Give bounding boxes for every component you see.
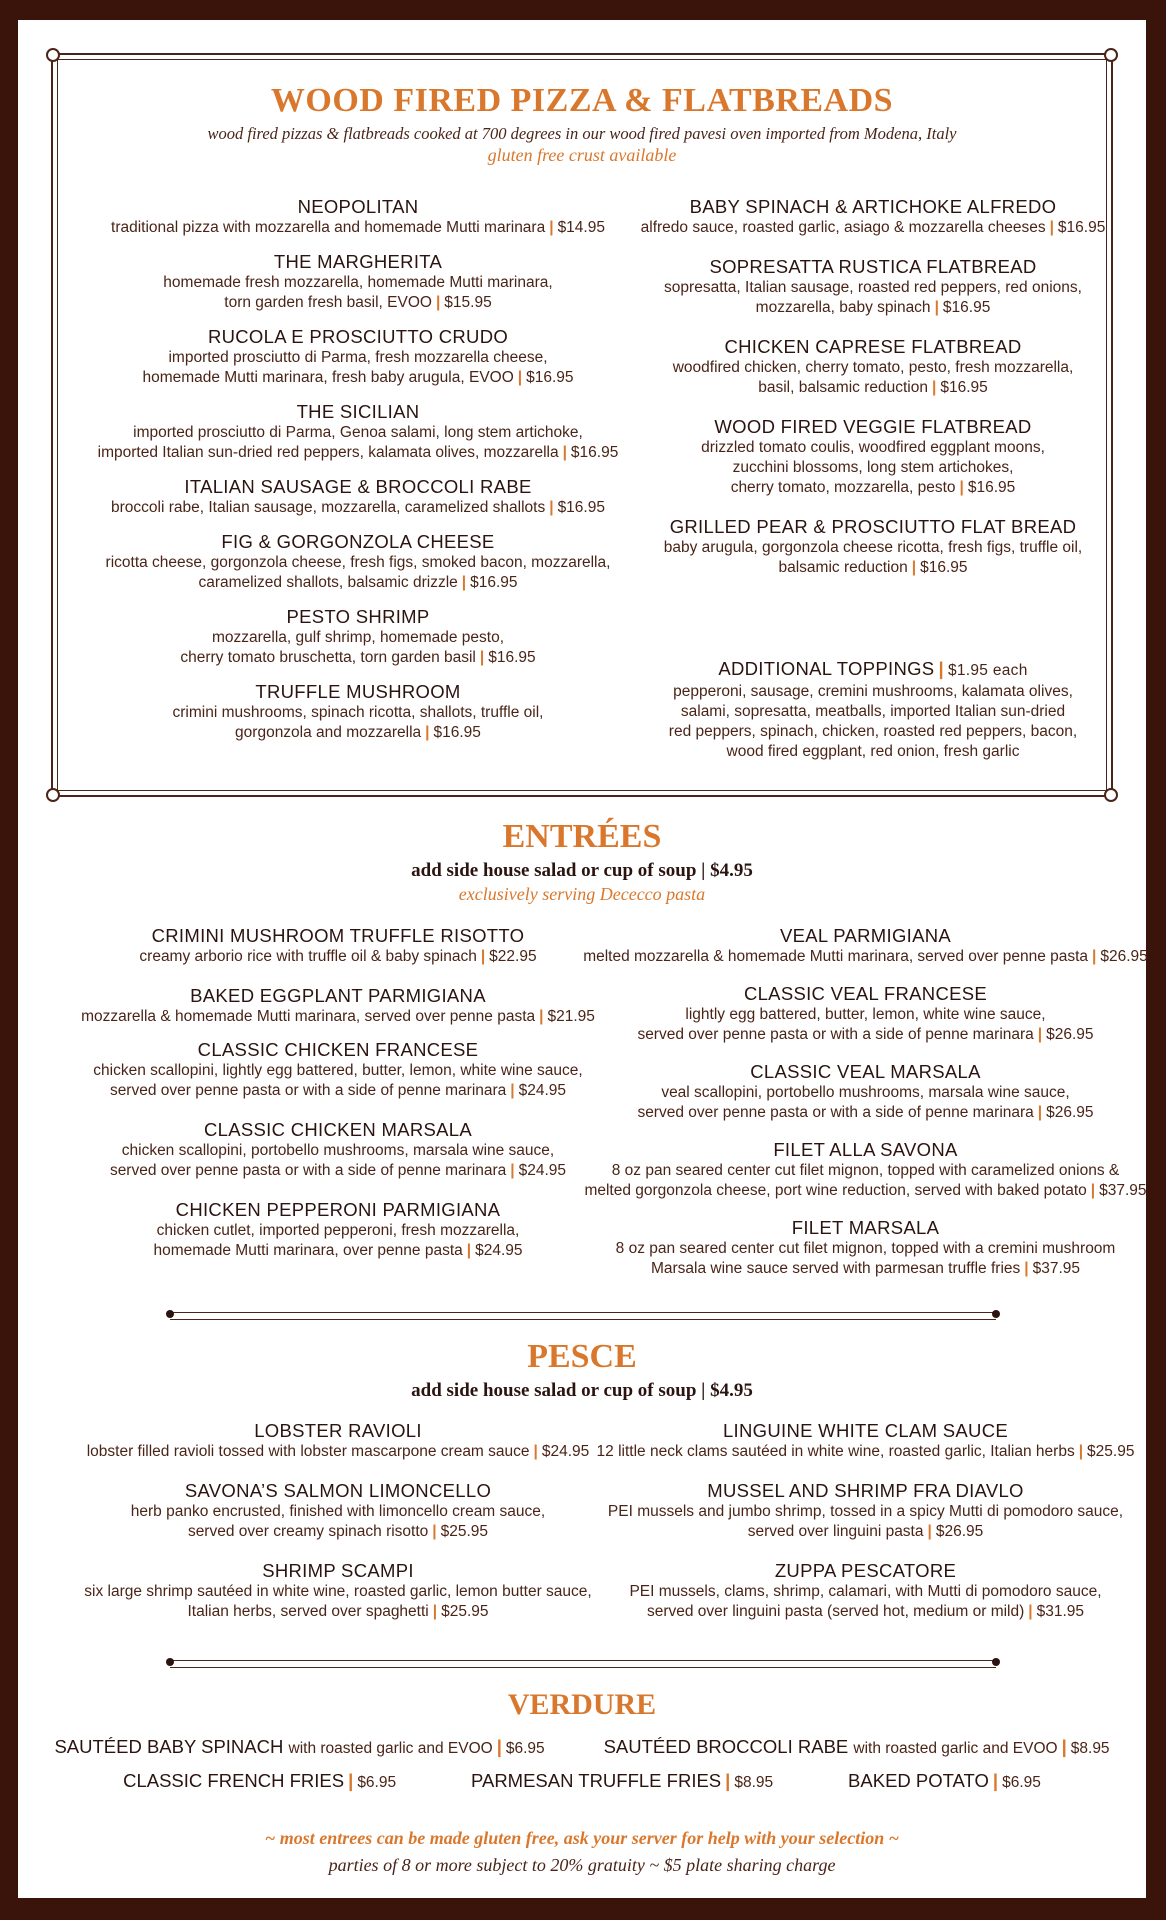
- menu-item-description: torn garden fresh basil, EVOO | $15.95: [224, 294, 492, 311]
- toppings-heading: ADDITIONAL TOPPINGS | $1.95 each: [718, 658, 1028, 679]
- menu-item: [618, 336, 1128, 398]
- menu-item-description: melted mozzarella & homemade Mutti marinara, served over penne pasta | $26.95: [583, 948, 1148, 965]
- menu-item-price: $26.95: [935, 1523, 984, 1540]
- pesce-left-column: [58, 1420, 618, 1622]
- menu-item-description: herb panko encrusted, finished with limoncello cream sauce,: [130, 1503, 546, 1520]
- menu-item-price: $24.95: [518, 1082, 567, 1099]
- pizza-title: WOOD FIRED PIZZA & FLATBREADS: [270, 82, 894, 119]
- menu-item-description: ricotta cheese, gorgonzola cheese, fresh figs, smoked bacon, mozzarella,: [105, 554, 611, 571]
- menu-item: [78, 476, 638, 518]
- verdure-item: CLASSIC FRENCH FRIES | $6.95: [123, 1770, 397, 1791]
- menu-item-price: $25.95: [1087, 1443, 1135, 1460]
- menu-item-name: CLASSIC VEAL MARSALA: [750, 1061, 981, 1082]
- menu-item-description: drizzled tomato coulis, woodfired eggplant moons,: [701, 439, 1045, 456]
- additional-toppings: [618, 658, 1128, 775]
- toppings-list-line: wood fired eggplant, red onion, fresh garlic: [726, 743, 1020, 760]
- menu-item-price: $16.95: [570, 444, 619, 461]
- menu-item-description: lobster filled ravioli tossed with lobster mascarpone cream sauce | $24.95: [86, 1443, 590, 1460]
- menu-item-price: $16.95: [526, 369, 574, 386]
- section-divider: [170, 1312, 996, 1320]
- menu-item-description: imported prosciutto di Parma, Genoa salami, long stem artichoke,: [133, 424, 583, 441]
- menu-item-description: caramelized shallots, balsamic drizzle | $16.95: [198, 574, 518, 591]
- menu-item-name: TRUFFLE MUSHROOM: [255, 681, 461, 702]
- menu-item-name: MUSSEL AND SHRIMP FRA DIAVLO: [707, 1480, 1024, 1501]
- menu-item: [583, 1560, 1148, 1622]
- menu-item-description: homemade Mutti marinara, over penne pasta | $24.95: [153, 1242, 523, 1259]
- menu-item-description: woodfired chicken, cherry tomato, pesto, fresh mozzarella,: [672, 359, 1074, 376]
- menu-item-name: WOOD FIRED VEGGIE FLATBREAD: [714, 416, 1032, 437]
- menu-item-price: $16.95: [920, 559, 968, 576]
- menu-item: [618, 196, 1128, 238]
- menu-item-price: $21.95: [547, 1008, 595, 1025]
- verdure-row-2: [18, 1770, 1146, 1792]
- menu-item-description: chicken cutlet, imported pepperoni, fresh mozzarella,: [156, 1222, 520, 1239]
- entrees-pasta-note: exclusively serving Dececco pasta: [458, 884, 706, 904]
- verdure-title: VERDURE: [507, 1688, 657, 1721]
- menu-item: [78, 681, 638, 743]
- menu-item-description: traditional pizza with mozzarella and homemade Mutti marinara | $14.95: [111, 219, 605, 236]
- menu-item-description: served over creamy spinach risotto | $25.95: [187, 1523, 489, 1540]
- menu-item-name: FILET ALLA SAVONA: [773, 1139, 958, 1160]
- menu-item: [583, 1139, 1148, 1201]
- toppings-list-line: pepperoni, sausage, cremini mushrooms, kalamata olives,: [673, 683, 1073, 700]
- menu-item-price: $16.95: [488, 649, 536, 666]
- menu-item-price: $16.95: [1057, 219, 1106, 236]
- menu-item-description: cherry tomato bruschetta, torn garden basil | $16.95: [180, 649, 536, 666]
- menu-item-price: $16.95: [940, 379, 988, 396]
- menu-item: [618, 256, 1128, 318]
- footer-gratuity-note: parties of 8 or more subject to 20% gratuity ~ $5 plate sharing charge: [328, 1855, 836, 1875]
- menu-item: [78, 531, 638, 593]
- menu-item-price: $24.95: [518, 1162, 567, 1179]
- menu-item-price: $16.95: [557, 499, 605, 516]
- menu-item-name: THE MARGHERITA: [273, 251, 443, 272]
- menu-item-description: imported prosciutto di Parma, fresh mozzarella cheese,: [168, 349, 548, 366]
- menu-item-price: $16.95: [942, 299, 991, 316]
- menu-item-description: lightly egg battered, butter, lemon, white wine sauce,: [685, 1006, 1046, 1023]
- menu-item: [58, 1420, 618, 1462]
- menu-item-description: chicken scallopini, portobello mushrooms, marsala wine sauce,: [121, 1142, 555, 1159]
- menu-item-description: 8 oz pan seared center cut filet mignon, topped with caramelized onions &: [611, 1162, 1120, 1179]
- pizza-right-column: [618, 196, 1128, 578]
- verdure-item: SAUTÉED BROCCOLI RABE with roasted garlic and EVOO | $8.95: [603, 1736, 1110, 1757]
- menu-item-description: imported Italian sun-dried red peppers, kalamata olives, mozzarella | $16.95: [97, 444, 619, 461]
- menu-item-description: six large shrimp sautéed in white wine, roasted garlic, lemon butter sauce,: [84, 1583, 592, 1600]
- menu-item-price: $16.95: [433, 724, 481, 741]
- menu-item-name: RUCOLA E PROSCIUTTO CRUDO: [207, 326, 509, 347]
- menu-item-name: CLASSIC CHICKEN MARSALA: [203, 1119, 473, 1140]
- pizza-subtitle: wood fired pizzas & flatbreads cooked at 700 degrees in our wood fired pavesi oven imported from Modena, Italy: [207, 124, 957, 143]
- footer-gluten-note: ~ most entrees can be made gluten free, ask your server for help with your selection ~: [265, 1828, 899, 1848]
- menu-item-description: crimini mushrooms, spinach ricotta, shallots, truffle oil,: [172, 704, 544, 721]
- menu-item-name: CLASSIC VEAL FRANCESE: [743, 983, 988, 1004]
- entrees-addon: add side house salad or cup of soup | $4.95: [411, 860, 753, 881]
- menu-item-description: homemade Mutti marinara, fresh baby arugula, EVOO | $16.95: [142, 369, 574, 386]
- menu-item-name: FILET MARSALA: [791, 1217, 940, 1238]
- menu-item-description: creamy arborio rice with truffle oil & baby spinach | $22.95: [139, 948, 537, 965]
- menu-item: [78, 326, 638, 388]
- menu-item: [58, 1199, 618, 1261]
- pizza-left-column: [78, 196, 638, 743]
- menu-item-price: $25.95: [440, 1523, 489, 1540]
- menu-item-description: baby arugula, gorgonzola cheese ricotta, fresh figs, truffle oil,: [663, 539, 1083, 556]
- menu-item: [58, 1480, 618, 1542]
- toppings-list-line: red peppers, spinach, chicken, roasted red peppers, bacon,: [668, 723, 1078, 740]
- menu-item-price: $16.95: [470, 574, 518, 591]
- menu-item-price: $37.95: [1099, 1182, 1147, 1199]
- menu-item-description: alfredo sauce, roasted garlic, asiago & mozzarella cheeses | $16.95: [640, 219, 1106, 236]
- menu-item: [78, 606, 638, 668]
- toppings-item: [618, 658, 1128, 762]
- menu-item-description: served over penne pasta or with a side of penne marinara | $24.95: [109, 1082, 567, 1099]
- menu-item-description: 12 little neck clams sautéed in white wine, roasted garlic, Italian herbs | $25.95: [596, 1443, 1135, 1460]
- menu-item-price: $22.95: [489, 948, 537, 965]
- menu-item: [583, 1217, 1148, 1279]
- menu-item-description: broccoli rabe, Italian sausage, mozzarella, caramelized shallots | $16.95: [111, 499, 605, 516]
- menu-item: [78, 251, 638, 313]
- menu-item: [58, 1119, 618, 1181]
- menu-item: [58, 1039, 618, 1101]
- verdure-row-1: [18, 1736, 1146, 1758]
- menu-item-description: served over linguini pasta (served hot, medium or mild) | $31.95: [646, 1603, 1085, 1620]
- menu-item: [58, 985, 618, 1027]
- menu-item-name: BABY SPINACH & ARTICHOKE ALFREDO: [689, 196, 1057, 217]
- menu-item-name: GRILLED PEAR & PROSCIUTTO FLAT BREAD: [669, 516, 1077, 537]
- menu-item-description: served over penne pasta or with a side of penne marinara | $24.95: [109, 1162, 567, 1179]
- menu-item-description: Italian herbs, served over spaghetti | $25.95: [187, 1603, 489, 1620]
- menu-item-name: CHICKEN CAPRESE FLATBREAD: [724, 336, 1022, 357]
- menu-item: [58, 1560, 618, 1622]
- menu-item-description: served over penne pasta or with a side of penne marinara | $26.95: [637, 1104, 1094, 1121]
- menu-item-name: ZUPPA PESCATORE: [774, 1560, 957, 1581]
- menu-item-description: veal scallopini, portobello mushrooms, marsala wine sauce,: [661, 1084, 1070, 1101]
- menu-item-name: CLASSIC CHICKEN FRANCESE: [197, 1039, 479, 1060]
- menu-item-name: BAKED EGGPLANT PARMIGIANA: [190, 985, 486, 1006]
- menu-item-name: SOPRESATTA RUSTICA FLATBREAD: [709, 256, 1037, 277]
- menu-item-name: FIG & GORGONZOLA CHEESE: [221, 531, 495, 552]
- menu-item-price: $31.95: [1036, 1603, 1085, 1620]
- menu-item-name: ITALIAN SAUSAGE & BROCCOLI RABE: [184, 476, 532, 497]
- menu-item-price: $25.95: [441, 1603, 489, 1620]
- menu-item-price: $26.95: [1046, 1026, 1094, 1043]
- menu-item-name: NEOPOLITAN: [297, 196, 419, 217]
- menu-item-description: melted gorgonzola cheese, port wine reduction, served with baked potato | $37.95: [584, 1182, 1147, 1199]
- menu-item-description: homemade fresh mozzarella, homemade Mutti marinara,: [163, 274, 553, 291]
- menu-item-description: mozzarella, baby spinach | $16.95: [755, 299, 991, 316]
- menu-item-name: CRIMINI MUSHROOM TRUFFLE RISOTTO: [151, 925, 525, 946]
- pesce-right-column: [583, 1420, 1148, 1622]
- menu-item-description: PEI mussels and jumbo shrimp, tossed in a spicy Mutti di pomodoro sauce,: [607, 1503, 1124, 1520]
- menu-item-name: LINGUINE WHITE CLAM SAUCE: [722, 1420, 1009, 1441]
- menu-item-name: SHRIMP SCAMPI: [262, 1560, 414, 1581]
- entrees-left-column: [58, 925, 618, 1261]
- menu-page: [18, 20, 1146, 1898]
- menu-item-description: served over linguini pasta | $26.95: [747, 1523, 984, 1540]
- pesce-addon: add side house salad or cup of soup | $4.95: [411, 1380, 753, 1401]
- menu-item-description: mozzarella, gulf shrimp, homemade pesto,: [211, 629, 505, 646]
- menu-item: [618, 416, 1128, 498]
- menu-item: [78, 401, 638, 463]
- menu-item: [583, 1420, 1148, 1462]
- toppings-list-line: salami, sopresatta, meatballs, imported Italian sun-dried: [680, 703, 1066, 720]
- verdure-item: PARMESAN TRUFFLE FRIES | $8.95: [471, 1770, 774, 1791]
- menu-item: [78, 196, 638, 238]
- menu-item-description: gorgonzola and mozzarella | $16.95: [235, 724, 481, 741]
- menu-item-name: VEAL PARMIGIANA: [779, 925, 952, 946]
- menu-item-description: sopresatta, Italian sausage, roasted red peppers, red onions,: [664, 279, 1082, 296]
- menu-item-description: PEI mussels, clams, shrimp, calamari, with Mutti di pomodoro sauce,: [629, 1583, 1102, 1600]
- menu-item-description: 8 oz pan seared center cut filet mignon, topped with a cremini mushroom: [615, 1240, 1116, 1257]
- menu-item: [583, 925, 1148, 967]
- menu-item: [583, 1061, 1148, 1123]
- menu-item-description: mozzarella & homemade Mutti marinara, served over penne pasta | $21.95: [81, 1008, 595, 1025]
- menu-item-price: $14.95: [557, 219, 605, 236]
- verdure-item: SAUTÉED BABY SPINACH with roasted garlic and EVOO | $6.95: [54, 1736, 545, 1757]
- menu-item-name: CHICKEN PEPPERONI PARMIGIANA: [175, 1199, 501, 1220]
- menu-item: [618, 516, 1128, 578]
- entrees-title: ENTRÉES: [502, 818, 662, 855]
- menu-item-description: balsamic reduction | $16.95: [778, 559, 968, 576]
- menu-item-description: zucchini blossoms, long stem artichokes,: [732, 459, 1014, 476]
- section-divider: [170, 1660, 996, 1668]
- menu-item-name: PESTO SHRIMP: [286, 606, 430, 627]
- menu-item: [583, 983, 1148, 1045]
- menu-item-price: $37.95: [1032, 1260, 1081, 1277]
- menu-item-price: $15.95: [444, 294, 492, 311]
- menu-item-price: $24.95: [475, 1242, 523, 1259]
- menu-item-description: basil, balsamic reduction | $16.95: [758, 379, 988, 396]
- pizza-gluten-note: gluten free crust available: [487, 145, 677, 165]
- menu-item-price: $24.95: [541, 1443, 590, 1460]
- menu-item-description: cherry tomato, mozzarella, pesto | $16.95: [730, 479, 1016, 496]
- menu-item-description: chicken scallopini, lightly egg battered, butter, lemon, white wine sauce,: [93, 1062, 583, 1079]
- entrees-right-column: [583, 925, 1148, 1279]
- menu-item-name: SAVONA’S SALMON LIMONCELLO: [184, 1480, 492, 1501]
- menu-item-price: $26.95: [1100, 948, 1148, 965]
- pesce-title: PESCE: [527, 1338, 637, 1375]
- menu-item-name: THE SICILIAN: [296, 401, 420, 422]
- toppings-price: $1.95 each: [947, 662, 1028, 679]
- verdure-item: BAKED POTATO | $6.95: [848, 1770, 1041, 1791]
- menu-item-price: $26.95: [1046, 1104, 1094, 1121]
- menu-item-name: LOBSTER RAVIOLI: [254, 1420, 422, 1441]
- menu-item-description: served over penne pasta or with a side of penne marinara | $26.95: [637, 1026, 1094, 1043]
- menu-item-description: Marsala wine sauce served with parmesan truffle fries | $37.95: [650, 1260, 1081, 1277]
- menu-item-price: $16.95: [967, 479, 1016, 496]
- menu-item: [58, 925, 618, 967]
- menu-item: [583, 1480, 1148, 1542]
